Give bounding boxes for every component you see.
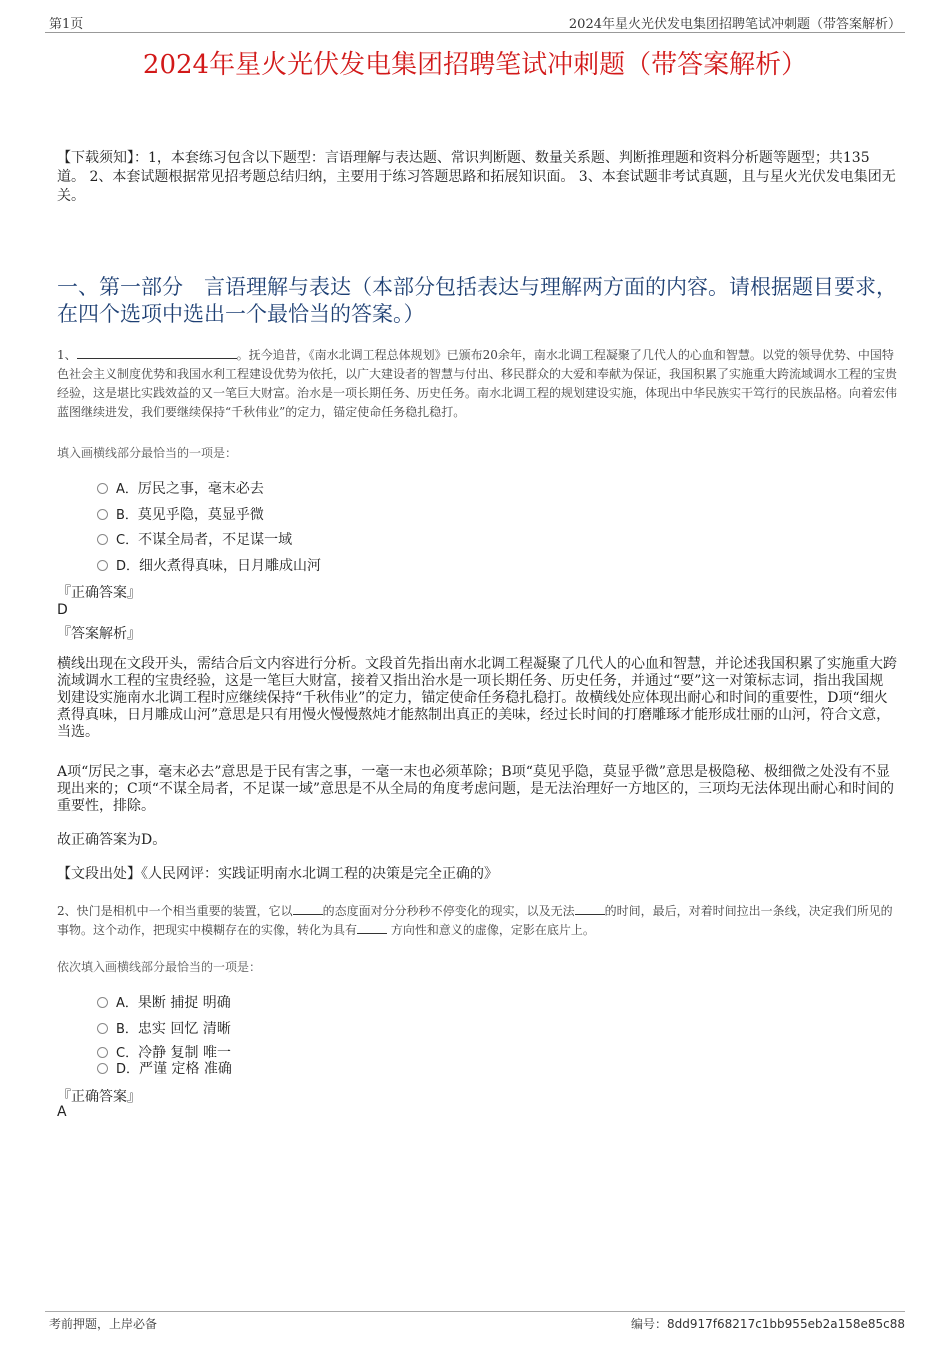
question-1-blank (77, 346, 237, 359)
question-1-analysis-paragraph-2: A项“厉民之事，毫末必去”意思是于民有害之事，一毫一末也必须革除；B项“莫见乎隐，莫显乎微”意思是极隐秘、极细微之处没有不显现出来的；C项“不谋全局者，不足谋一域”意思是不从全局的角度考虑问题，是无法治理好一方地区的，三项均无法体现出耐心和时间的重要性，排除。 (57, 764, 895, 814)
question-1-option-b[interactable]: B．莫见乎隐，莫显乎微 (97, 504, 264, 524)
question-1-stem (57, 346, 897, 422)
question-2-prompt: 依次填入画横线部分最恰当的一项是： (57, 960, 262, 974)
download-notice: 【下载须知】：1，本套练习包含以下题型：言语理解与表达题、常识判断题、数量关系题、判断推理题和资料分析题等题型；共135道。 2、本套试题根据常见招考题总结归纳，主要用于练习答题思路和拓展知识面。 3、本套试题非考试真题，且与星火光伏发电集团无关。 (57, 150, 896, 204)
question-1-option-a[interactable]: A．厉民之事，毫末必去 (97, 478, 264, 498)
question-1-source: 【文段出处】《人民网评：实践证明南水北调工程的决策是完全正确的》 (57, 866, 498, 882)
question-1-analysis-label: 『答案解析』 (57, 626, 141, 642)
section-heading: 一、第一部分 言语理解与表达（本部分包括表达与理解两方面的内容。请根据题目要求，在四个选项中选出一个最恰当的答案。） (57, 275, 897, 326)
question-2-option-d[interactable]: D．严谨 定格 准确 (97, 1058, 232, 1078)
radio-icon[interactable] (97, 483, 108, 494)
question-2-answer: A (57, 1104, 67, 1120)
radio-icon[interactable] (97, 997, 108, 1008)
question-1-option-c[interactable]: C．不谋全局者，不足谋一域 (97, 529, 292, 549)
question-2-option-c[interactable]: C．冷静 复制 唯一 (97, 1042, 231, 1062)
radio-icon[interactable] (97, 534, 108, 545)
question-1-number: 1、 (57, 348, 77, 362)
radio-icon[interactable] (97, 1047, 108, 1058)
question-2-stem: 2、快门是相机中一个相当重要的装置，它以 的态度面对分分秒秒不停变化的现实，以及无法 的时间，最后，对着时间拉出一条线，决定我们所见的事物。这个动作，把现实中模糊存在的实像，转化为具有 方向性和意义的虚像，定影在底片上。 (57, 904, 893, 937)
question-1-prompt: 填入画横线部分最恰当的一项是： (57, 446, 238, 460)
question-1-option-d[interactable]: D．细火煮得真味，日月雕成山河 (97, 555, 321, 575)
document-code: 8dd917f68217c1bb955eb2a158e85c88 (667, 1317, 905, 1331)
page-number: 第1页 (49, 17, 84, 32)
radio-icon[interactable] (97, 509, 108, 520)
footer-code: 编号：8dd917f68217c1bb955eb2a158e85c88 (631, 1317, 905, 1331)
header-rule (45, 32, 905, 33)
question-2-option-b[interactable]: B．忠实 回忆 清晰 (97, 1018, 231, 1038)
question-2-blank-2 (575, 902, 605, 915)
question-1-analysis-paragraph-1: 横线出现在文段开头，需结合后文内容进行分析。文段首先指出南水北调工程凝聚了几代人的心血和智慧，并论述我国积累了实施重大跨流域调水工程的宝贵经验，这是一笔巨大财富，接着又指出治水是一项长期任务、历史任务，并通过“要”这一对策标志词，指出我国规划建设实施南水北调工程时应继续保持“千秋伟业”的定力，锚定使命任务稳扎稳打。故横线处应体现出耐心和时间的重要性，D项“细火煮得真味，日月雕成山河”意思是只有用慢火慢慢熬炖才能熬制出真正的美味，经过长时间的打磨雕琢才能形成壮丽的山河，符合文意，当选。 (57, 656, 897, 740)
question-1-answer: D (57, 602, 68, 618)
question-2-blank-1 (293, 902, 323, 915)
radio-icon[interactable] (97, 1023, 108, 1034)
question-2-blank-3 (357, 921, 387, 934)
running-title: 2024年星火光伏发电集团招聘笔试冲刺题（带答案解析） (568, 17, 901, 32)
footer-rule (45, 1311, 905, 1312)
question-1-conclusion: 故正确答案为D。 (57, 832, 167, 848)
radio-icon[interactable] (97, 560, 108, 571)
question-2-answer-label: 『正确答案』 (57, 1089, 141, 1105)
question-1-answer-label: 『正确答案』 (57, 585, 141, 601)
question-1-text: 。抚今追昔，《南水北调工程总体规划》已颁布20余年，南水北调工程凝聚了几代人的心血和智慧。以党的领导优势、中国特色社会主义制度优势和我国水利工程建设优势为依托，以广大建设者的智慧与付出、移民群众的大爱和奉献为保证，我国积累了实施重大跨流域调水工程的宝贵经验，这是堪比实践效益的又一笔巨大财富。治水是一项长期任务、历史任务。南水北调工程的规划建设实施，体现出中华民族实干笃行的民族品格。向着宏伟蓝图继续进发，我们要继续保持“千秋伟业”的定力，锚定使命任务稳扎稳打。 (57, 348, 898, 419)
document-title: 2024年星火光伏发电集团招聘笔试冲刺题（带答案解析） (142, 50, 808, 80)
question-2-option-a[interactable]: A．果断 捕捉 明确 (97, 992, 231, 1012)
radio-icon[interactable] (97, 1063, 108, 1074)
footer-slogan: 考前押题，上岸必备 (49, 1317, 158, 1331)
